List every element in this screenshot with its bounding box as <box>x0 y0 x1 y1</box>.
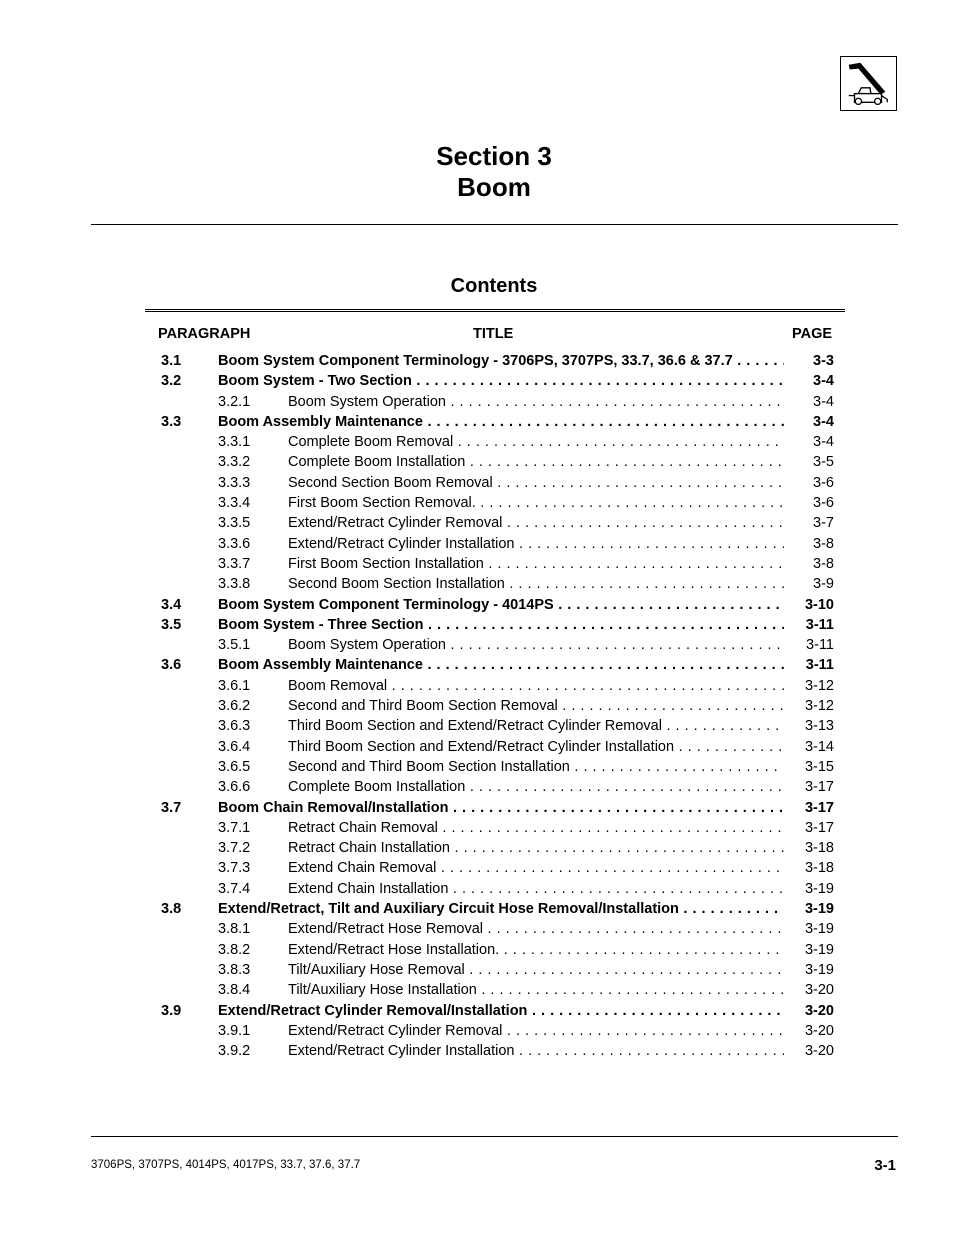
toc-entry-page: 3-11 <box>805 657 834 674</box>
toc-entry-number: 3.6.2 <box>218 698 251 715</box>
toc-entry-page: 3-20 <box>804 1002 834 1019</box>
toc-entry-title: Extend/Retract Hose Removal . . . <box>288 919 784 939</box>
toc-entry-page: 3-19 <box>804 961 834 978</box>
toc-entry-title: Second and Third Boom Section Installation . . . <box>288 757 784 777</box>
toc-entry-title: Complete Boom Installation . . . <box>288 452 784 472</box>
toc-entry-number: 3.6.5 <box>218 758 251 775</box>
toc-entry-number: 3.3.8 <box>218 576 251 593</box>
toc-entry[interactable] <box>0 1021 954 1041</box>
toc-entry-number: 3.2 <box>161 373 182 390</box>
toc-entry-number: 3.6.4 <box>218 738 251 755</box>
toc-entry-title: Extend/Retract Cylinder Removal . . . <box>288 513 784 533</box>
toc-entry-page: 3-8 <box>813 555 834 572</box>
footer-page-number: 3-1 <box>874 1157 896 1174</box>
toc-entry-page: 3-6 <box>813 474 834 491</box>
toc-entry-number: 3.8.1 <box>218 921 251 938</box>
toc-entry-page: 3-17 <box>804 819 834 836</box>
contents-double-rule <box>145 309 845 312</box>
toc-entry[interactable] <box>0 798 954 818</box>
toc-entry-title: Extend/Retract Cylinder Installation . . . <box>288 1041 784 1061</box>
toc-entry-page: 3-17 <box>804 779 834 796</box>
toc-entry-page: 3-5 <box>813 454 834 471</box>
toc-entry-page: 3-11 <box>805 616 834 633</box>
toc-entry-number: 3.6 <box>161 657 182 674</box>
toc-entry-page: 3-11 <box>806 637 834 654</box>
toc-entry[interactable] <box>0 595 954 615</box>
toc-entry-page: 3-12 <box>804 677 834 694</box>
footer-models: 3706PS, 3707PS, 4014PS, 4017PS, 33.7, 37.6, 37.7 <box>91 1159 361 1171</box>
toc-entry-number: 3.3.2 <box>218 454 251 471</box>
toc-entry-number: 3.3.5 <box>218 515 251 532</box>
toc-entry-page: 3-14 <box>804 738 834 755</box>
toc-entry-number: 3.2.1 <box>218 393 251 410</box>
toc-entry[interactable] <box>0 960 954 980</box>
toc-entry-page: 3-19 <box>804 941 834 958</box>
toc-entry-page: 3-20 <box>804 1043 834 1060</box>
toc-entry-page: 3-6 <box>813 495 834 512</box>
toc-entry-page: 3-4 <box>813 373 834 390</box>
toc-entry[interactable] <box>0 392 954 412</box>
toc-entry-page: 3-8 <box>813 535 834 552</box>
toc-entry-title: Boom Assembly Maintenance . . . <box>218 655 784 675</box>
toc-entry-title: Extend Chain Removal . . . <box>288 858 784 878</box>
toc-entry-title: Third Boom Section and Extend/Retract Cylinder Removal . . . <box>288 716 784 736</box>
toc-entry-page: 3-12 <box>804 698 834 715</box>
toc-entry[interactable] <box>0 412 954 432</box>
toc-entry-page: 3-10 <box>804 596 834 613</box>
contents-heading: Contents <box>450 275 538 297</box>
section-title <box>0 141 954 203</box>
toc-entry-number: 3.3 <box>161 413 182 430</box>
toc-entry[interactable] <box>0 676 954 696</box>
toc-entry-page: 3-4 <box>813 413 834 430</box>
toc-entry-page: 3-15 <box>804 758 834 775</box>
toc-entry[interactable] <box>0 371 954 391</box>
toc-entry-number: 3.8.2 <box>218 941 251 958</box>
toc-entry[interactable] <box>0 858 954 878</box>
toc-entry-title: Retract Chain Removal . . . <box>288 818 784 838</box>
toc-entry-title: First Boom Section Removal. . . . <box>288 493 784 513</box>
toc-entry-number: 3.3.6 <box>218 535 251 552</box>
toc-entry-number: 3.3.1 <box>218 434 251 451</box>
toc-entry[interactable] <box>0 696 954 716</box>
toc-entry[interactable] <box>0 899 954 919</box>
toc-entry-title: Complete Boom Installation . . . <box>288 777 784 797</box>
section-label: Section 3 <box>436 141 552 171</box>
toc-entry-title: Second Section Boom Removal . . . <box>288 473 784 493</box>
section-name: Boom <box>457 172 531 202</box>
toc-entry-title: Extend/Retract Cylinder Removal . . . <box>288 1021 784 1041</box>
toc-entry-number: 3.3.4 <box>218 495 251 512</box>
toc-entry-number: 3.9 <box>161 1002 182 1019</box>
toc-entry-title: Boom Assembly Maintenance . . . <box>218 412 784 432</box>
toc-entry[interactable] <box>0 757 954 777</box>
toc-entry-number: 3.7.3 <box>218 860 251 877</box>
toc-entry-number: 3.5 <box>161 616 182 633</box>
toc-entry-title: Extend/Retract Cylinder Installation . . . <box>288 534 784 554</box>
toc-entry[interactable] <box>0 737 954 757</box>
toc-entry[interactable] <box>0 818 954 838</box>
toc-entry-page: 3-20 <box>804 982 834 999</box>
toc-entry[interactable] <box>0 777 954 797</box>
toc-entry-title: Boom System Component Terminology - 4014PS . . . <box>218 595 784 615</box>
toc-entry-title: Boom System - Two Section . . . <box>218 371 784 391</box>
toc-entry-title: Boom System Component Terminology - 3706PS, 3707PS, 33.7, 36.6 & 37.7 . . . <box>218 351 784 371</box>
top-divider <box>91 224 898 225</box>
toc-entry[interactable] <box>0 351 954 371</box>
toc-entry-number: 3.7 <box>161 799 182 816</box>
toc-entry-page: 3-17 <box>804 799 834 816</box>
paragraph-column-header: PARAGRAPH <box>158 326 251 342</box>
toc-entry-number: 3.6.3 <box>218 718 251 735</box>
toc-entry[interactable] <box>0 940 954 960</box>
toc-entry-title: Boom System Operation . . . <box>288 392 784 412</box>
toc-entry-number: 3.6.1 <box>218 677 251 694</box>
toc-entry-title: Complete Boom Removal . . . <box>288 432 784 452</box>
toc-entry[interactable] <box>0 716 954 736</box>
toc-entry-number: 3.9.1 <box>218 1022 251 1039</box>
toc-entry[interactable] <box>0 513 954 533</box>
page-column-header: PAGE <box>792 326 833 342</box>
toc-entry[interactable] <box>0 452 954 472</box>
toc-entry-number: 3.1 <box>161 353 182 369</box>
toc-entry[interactable] <box>0 534 954 554</box>
toc-entry-title: Second and Third Boom Section Removal . . . <box>288 696 784 716</box>
toc-entry[interactable] <box>0 554 954 574</box>
toc-entry-page: 3-19 <box>804 901 834 918</box>
toc-entry-title: First Boom Section Installation . . . <box>288 554 784 574</box>
toc-entry-number: 3.9.2 <box>218 1043 251 1060</box>
toc-entry-number: 3.5.1 <box>218 637 251 654</box>
toc-entry-page: 3-4 <box>813 434 834 451</box>
toc-entry-page: 3-9 <box>813 576 834 593</box>
toc-entry-title: Boom System Operation . . . <box>288 635 784 655</box>
bottom-divider <box>91 1136 898 1137</box>
toc-entry-page: 3-20 <box>804 1022 834 1039</box>
toc-entry-page: 3-4 <box>813 393 834 410</box>
toc-entry[interactable] <box>0 473 954 493</box>
toc-entry-number: 3.6.6 <box>218 779 251 796</box>
toc-entry[interactable] <box>0 493 954 513</box>
toc-entry-number: 3.7.4 <box>218 880 251 897</box>
toc-entry-title: Tilt/Auxiliary Hose Removal . . . <box>288 960 784 980</box>
toc-entry[interactable] <box>0 615 954 635</box>
toc-entry-title: Boom Chain Removal/Installation . . . <box>218 798 784 818</box>
telehandler-boom-icon <box>840 56 897 111</box>
toc-entry-title: Extend Chain Installation . . . <box>288 879 784 899</box>
title-column-header: TITLE <box>473 326 514 342</box>
toc-entry-number: 3.7.1 <box>218 819 251 836</box>
toc-entry-title: Boom Removal . . . <box>288 676 784 696</box>
toc-entry[interactable] <box>0 1001 954 1021</box>
toc-entry-title: Second Boom Section Installation . . . <box>288 574 784 594</box>
toc-entry-page: 3-18 <box>804 860 834 877</box>
toc-entry[interactable] <box>0 432 954 452</box>
toc-entry[interactable] <box>0 574 954 594</box>
toc-entry[interactable] <box>0 838 954 858</box>
toc-entry-title: Extend/Retract, Tilt and Auxiliary Circuit Hose Removal/Installation . . . <box>218 899 784 919</box>
toc-entry-number: 3.4 <box>161 596 182 613</box>
toc-entry-title: Extend/Retract Cylinder Removal/Installation . . . <box>218 1001 784 1021</box>
toc-entry-title: Boom System - Three Section . . . <box>218 615 784 635</box>
toc-entry-page: 3-3 <box>813 353 834 369</box>
table-of-contents <box>0 351 954 1061</box>
toc-entry-title: Retract Chain Installation . . . <box>288 838 784 858</box>
toc-entry[interactable] <box>0 919 954 939</box>
toc-entry[interactable] <box>0 1041 954 1061</box>
toc-entry-page: 3-7 <box>813 515 834 532</box>
toc-entry[interactable] <box>0 655 954 675</box>
toc-entry-number: 3.3.7 <box>218 555 251 572</box>
toc-entry-page: 3-19 <box>804 921 834 938</box>
toc-entry-page: 3-19 <box>804 880 834 897</box>
toc-entry-number: 3.8.3 <box>218 961 251 978</box>
toc-entry-title: Extend/Retract Hose Installation. . . . <box>288 940 784 960</box>
toc-entry-number: 3.8 <box>161 901 182 918</box>
toc-entry-page: 3-13 <box>804 718 834 735</box>
toc-entry[interactable] <box>0 980 954 1000</box>
toc-entry-number: 3.3.3 <box>218 474 251 491</box>
toc-entry-number: 3.8.4 <box>218 982 251 999</box>
toc-entry-title: Third Boom Section and Extend/Retract Cylinder Installation . . . <box>288 737 784 757</box>
toc-entry-number: 3.7.2 <box>218 840 251 857</box>
toc-entry[interactable] <box>0 635 954 655</box>
toc-entry[interactable] <box>0 879 954 899</box>
toc-entry-title: Tilt/Auxiliary Hose Installation . . . <box>288 980 784 1000</box>
toc-entry-page: 3-18 <box>804 840 834 857</box>
